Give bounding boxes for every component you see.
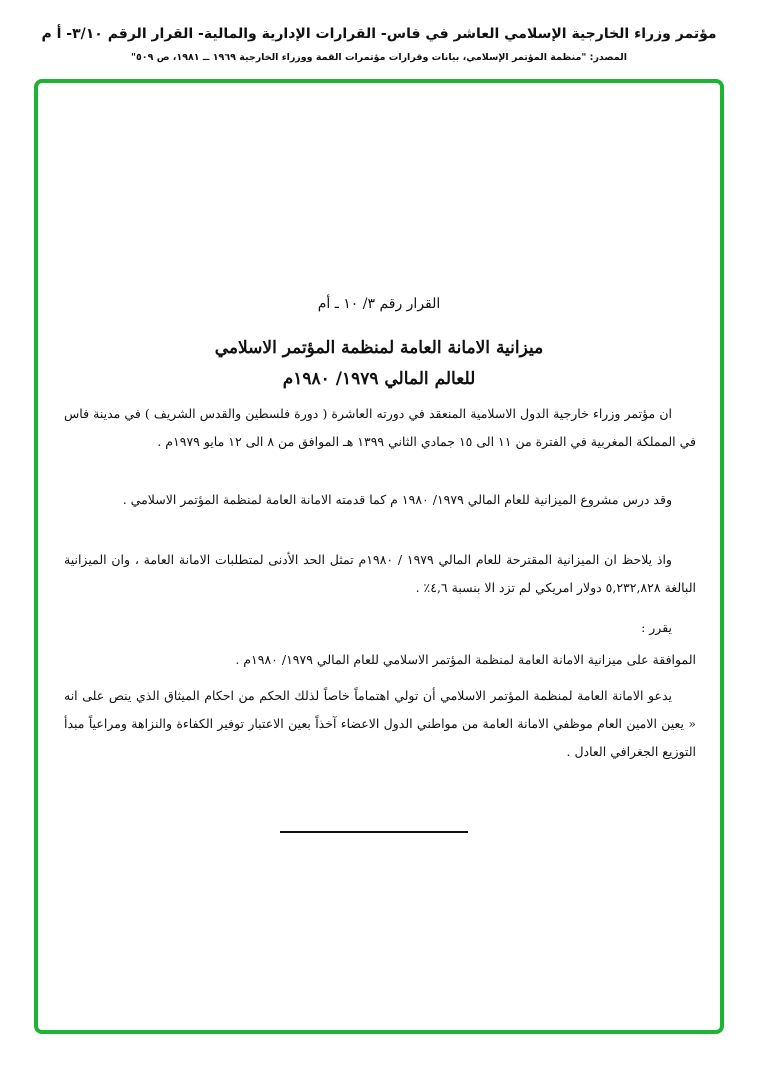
paragraph-preamble: ان مؤتمر وزراء خارجية الدول الاسلامية المنعقد في دورته العاشرة ( دورة فلسطين والقدس الشريف ) في مدينة فاس في المملكة المغربية في الفترة من ١١ الى ١٥ جمادي الثاني ١٣٩٩ هـ الموافق من ٨ الى ١٢ مايو ١٩٧٩م . bbox=[64, 406, 696, 449]
paragraph-studied: وقد درس مشروع الميزانية للعام المالي ١٩٧٩/ ١٩٨٠ م كما قدمته الامانة العامة لمنظمة المؤتمر الاسلامي . bbox=[122, 492, 672, 507]
document-subtitle: للعالم المالي ١٩٧٩/ ١٩٨٠م bbox=[282, 369, 476, 389]
paragraph-approval: الموافقة على ميزانية الامانة العامة لمنظمة المؤتمر الاسلامي للعام المالي ١٩٧٩/ ١٩٨٠م . bbox=[235, 652, 696, 667]
paragraph-noting: واذ يلاحظ ان الميزانية المقترحة للعام المالي ١٩٧٩ / ١٩٨٠م تمثل الحد الأدنى لمتطلبات الامانة العامة ، وان الميزانية البالغة ٥,٢٣٢,٨٢٨ دولار امريكي لم تزد الا بنسبة ٤,٦٪ . bbox=[64, 552, 696, 595]
document-title: ميزانية الامانة العامة لمنظمة المؤتمر الاسلامي bbox=[214, 338, 544, 358]
end-divider bbox=[280, 831, 468, 833]
resolution-number: القرار رقم ٣/ ١٠ ـ أم bbox=[317, 296, 441, 312]
paragraph-call: يدعو الامانة العامة لمنظمة المؤتمر الاسلامي أن تولي اهتماماً خاصاً لذلك الحكم من احكام الميثاق الذي ينص على انه « يعين الامين العام موظفي الامانة العامة من مواطني الدول الاعضاء آخذاً بعين الاعتبار توفير الكفاءة والنزاهة ومراعياً مبدأ التوزيع الجغرافي العادل . bbox=[64, 688, 696, 759]
page-header-source: المصدر: "منظمة المؤتمر الإسلامي، بيانات وقرارات مؤتمرات القمة ووزراء الخارجية ١٩٦٩ ــ ١٩٨١، ص ٥٠٩" bbox=[131, 52, 627, 63]
page-header-title: مؤتمر وزراء الخارجية الإسلامي العاشر في فاس- القرارات الإدارية والمالية- القرار الرقم ٣/١٠- أ م bbox=[41, 26, 717, 42]
paragraph-decides: يقرر : bbox=[641, 620, 672, 635]
